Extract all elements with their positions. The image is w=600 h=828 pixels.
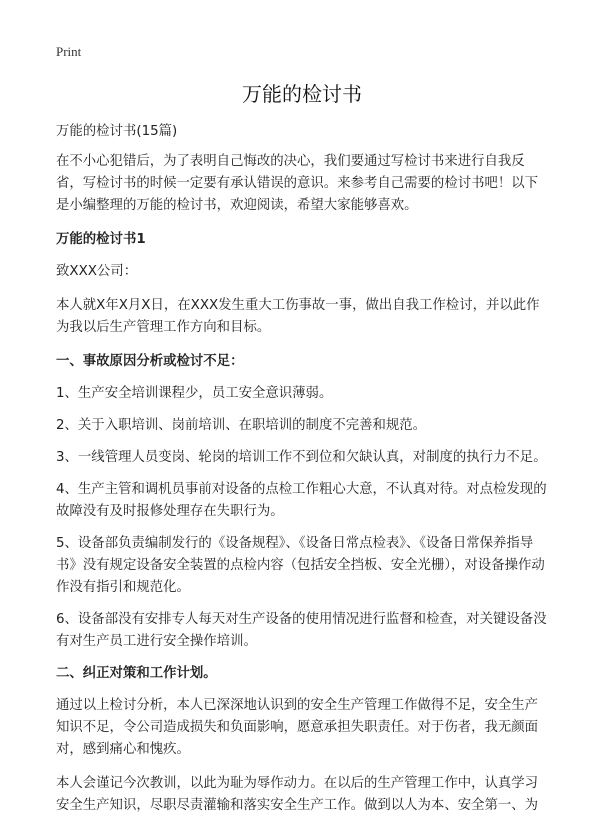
list-item: 6、设备部没有安排专人每天对生产设备的使用情况进行监督和检查，对关键设备没有对生产员工进行安全操作培训。 <box>56 612 547 649</box>
heading-cause-analysis: 一、事故原因分析或检讨不足： <box>56 354 244 369</box>
section-title: 万能的检讨书1 <box>56 232 146 247</box>
list-item: 1、生产安全培训课程少，员工安全意识薄弱。 <box>56 386 333 401</box>
print-link[interactable]: Print <box>56 44 82 59</box>
list-item: 2、关于入职培训、岗前培训、在职培训的制度不完善和规范。 <box>56 418 427 433</box>
body-paragraph: 本人会谨记今次教训，以此为耻为辱作动力。在以后的生产管理工作中，认真学习安全生产知识，尽职尽责灌输和落实安全生产工作。做到以人为本、安全第一、为 <box>56 776 539 813</box>
document-subtitle: 万能的检讨书(15篇) <box>56 124 178 139</box>
document-title: 万能的检讨书 <box>242 82 362 106</box>
list-item: 3、一线管理人员变岗、轮岗的培训工作不到位和欠缺认真，对制度的执行力不足。 <box>56 450 547 465</box>
opening-paragraph: 本人就X年X月X日，在XXX发生重大工伤事故一事，做出自我工作检讨，并以此作为我以后生产管理工作方向和目标。 <box>56 298 540 335</box>
list-item: 5、设备部负责编制发行的《设备规程》、《设备日常点检表》、《设备日常保养指导书》没有规定设备安全装置的点检内容（包括安全挡板、安全光栅），对设备操作动作没有指引和规范化。 <box>56 536 545 595</box>
list-item: 4、生产主管和调机员事前对设备的点检工作粗心大意，不认真对待。对点检发现的故障没有及时报修处理存在失职行为。 <box>56 482 547 519</box>
salutation: 致XXX公司： <box>56 264 138 279</box>
heading-corrective-plan: 二、纠正对策和工作计划。 <box>56 666 217 681</box>
body-paragraph: 通过以上检讨分析，本人已深深地认识到的安全生产管理工作做得不足，安全生产知识不足，令公司造成损失和负面影响，愿意承担失职责任。对于伤者，我无颜面对，感到痛心和愧疚。 <box>56 698 539 757</box>
intro-paragraph: 在不小心犯错后，为了表明自己悔改的决心，我们要通过写检讨书来进行自我反省，写检讨书的时候一定要有承认错误的意识。来参考自己需要的检讨书吧！以下是小编整理的万能的检讨书，欢迎阅读，希望大家能够喜欢。 <box>56 154 539 213</box>
